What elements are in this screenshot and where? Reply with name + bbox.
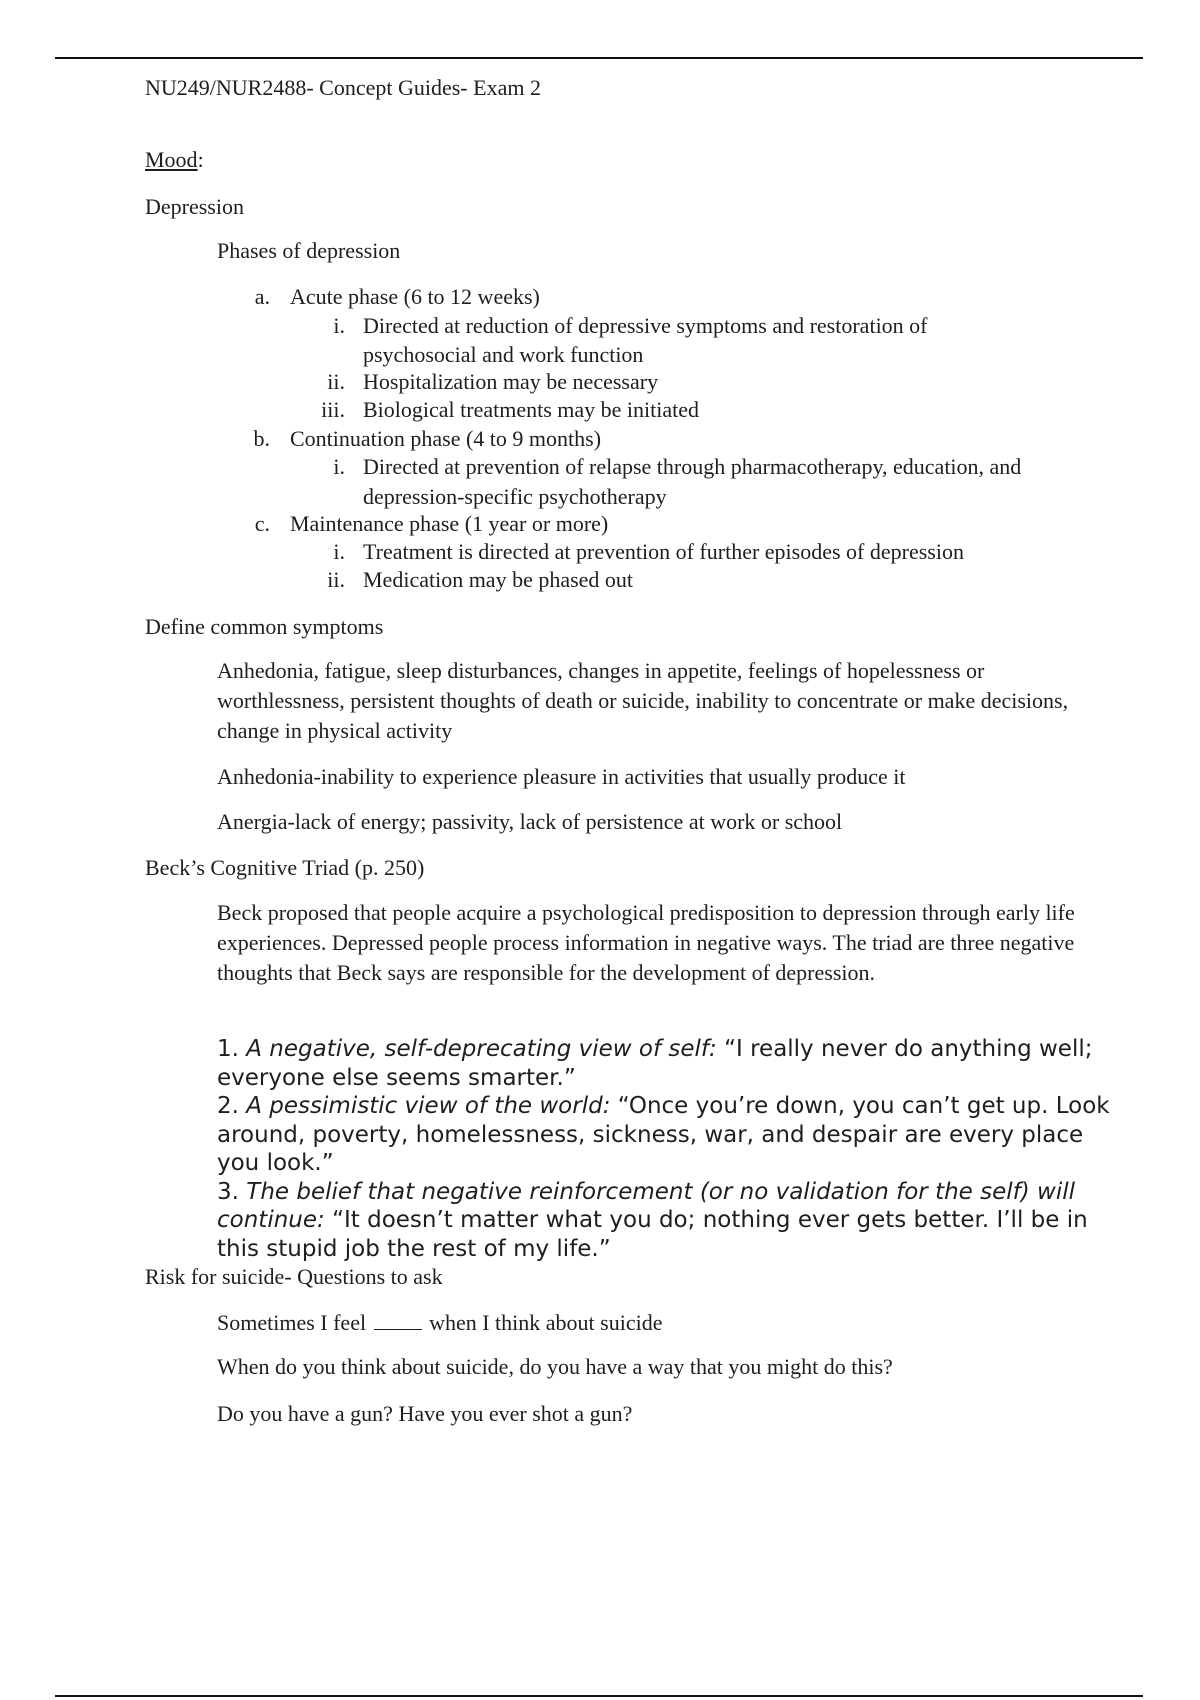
triad-emphasis: The belief that negative reinforcement (or no validation for the self) will continue: [217, 1178, 1076, 1233]
triad-quote: “Once you’re down, you can’t get up. Look around, poverty, homelessness, sickness, war, and despair are every place you look.” [217, 1093, 1110, 1176]
phase-label: Maintenance phase (1 year or more) [290, 511, 609, 536]
fill-in-blank [374, 1309, 422, 1330]
top-rule [55, 57, 1143, 59]
page-header-title: NU249/NUR2488- Concept Guides- Exam 2 [145, 75, 541, 100]
triad-number: 3. [217, 1178, 247, 1205]
triad-item [217, 1092, 1117, 1178]
question-text-after: when I think about suicide [429, 1310, 663, 1335]
phase-label: Continuation phase (4 to 9 months) [290, 426, 602, 451]
phase-marker: b. [253, 426, 270, 451]
anergia-definition: Anergia-lack of energy; passivity, lack of persistence at work or school [217, 809, 843, 834]
triad-quote: “It doesn’t matter what you do; nothing ever gets better. I’ll be in this stupid job the rest of my life.” [217, 1207, 1088, 1262]
triad-emphasis: A pessimistic view of the world: [246, 1093, 611, 1119]
list-item-line: Directed at prevention of relapse through pharmacotherapy, education, and [363, 454, 1022, 479]
triad-number: 1. [217, 1036, 247, 1062]
triad-item [217, 1178, 1117, 1264]
list-item-marker: i. [333, 454, 345, 479]
list-item-marker: ii. [327, 369, 345, 394]
list-item-marker: i. [333, 539, 345, 564]
list-item-marker: ii. [327, 567, 345, 592]
bottom-rule [55, 1695, 1143, 1697]
mood-colon: : [197, 147, 204, 172]
list-item-marker: iii. [321, 397, 345, 422]
phases-heading: Phases of depression [217, 238, 401, 263]
mood-heading [145, 145, 204, 175]
question-text-before: Sometimes I feel [217, 1310, 367, 1335]
symptoms-list-paragraph: Anhedonia, fatigue, sleep disturbances, changes in appetite, feelings of hopelessness or worthlessness, persistent thoughts of death or suicide, inability to concentrate or make decisions, change in physical activity [217, 658, 1069, 743]
list-item-line: Hospitalization may be necessary [363, 369, 659, 394]
beck-intro-paragraph: Beck proposed that people acquire a psychological predisposition to depression through early life experiences. Depressed people process information in negative ways. The triad are three negative thoughts that Beck says are responsible for the development of depression. [217, 900, 1075, 985]
suicide-question-1 [217, 1308, 662, 1338]
beck-heading: Beck’s Cognitive Triad (p. 250) [145, 855, 425, 880]
list-item-line: Treatment is directed at prevention of further episodes of depression [363, 539, 964, 564]
list-item-line: Medication may be phased out [363, 567, 634, 592]
anhedonia-definition: Anhedonia-inability to experience pleasure in activities that usually produce it [217, 764, 906, 789]
beck-triad-list [217, 1035, 1117, 1263]
phase-label: Acute phase (6 to 12 weeks) [290, 284, 540, 309]
depression-heading: Depression [145, 194, 244, 219]
triad-quote: “I really never do anything well; everyone else seems smarter.” [217, 1036, 1093, 1091]
phase-marker: c. [254, 511, 270, 536]
mood-label: Mood [145, 147, 198, 172]
list-item-line: Biological treatments may be initiated [363, 397, 700, 422]
triad-item [217, 1035, 1117, 1092]
list-item-line: psychosocial and work function [363, 342, 644, 367]
phase-marker: a. [254, 284, 270, 309]
triad-number: 2. [217, 1093, 247, 1119]
list-item-marker: i. [333, 313, 345, 338]
triad-emphasis: A negative, self-deprecating view of self: [246, 1036, 717, 1062]
suicide-question-2: When do you think about suicide, do you have a way that you might do this? [217, 1354, 893, 1379]
symptoms-heading: Define common symptoms [145, 614, 384, 639]
list-item-line: depression-specific psychotherapy [363, 484, 667, 509]
list-item-line: Directed at reduction of depressive symptoms and restoration of [363, 313, 928, 338]
suicide-heading: Risk for suicide- Questions to ask [145, 1264, 443, 1289]
suicide-question-3: Do you have a gun? Have you ever shot a gun? [217, 1401, 633, 1426]
